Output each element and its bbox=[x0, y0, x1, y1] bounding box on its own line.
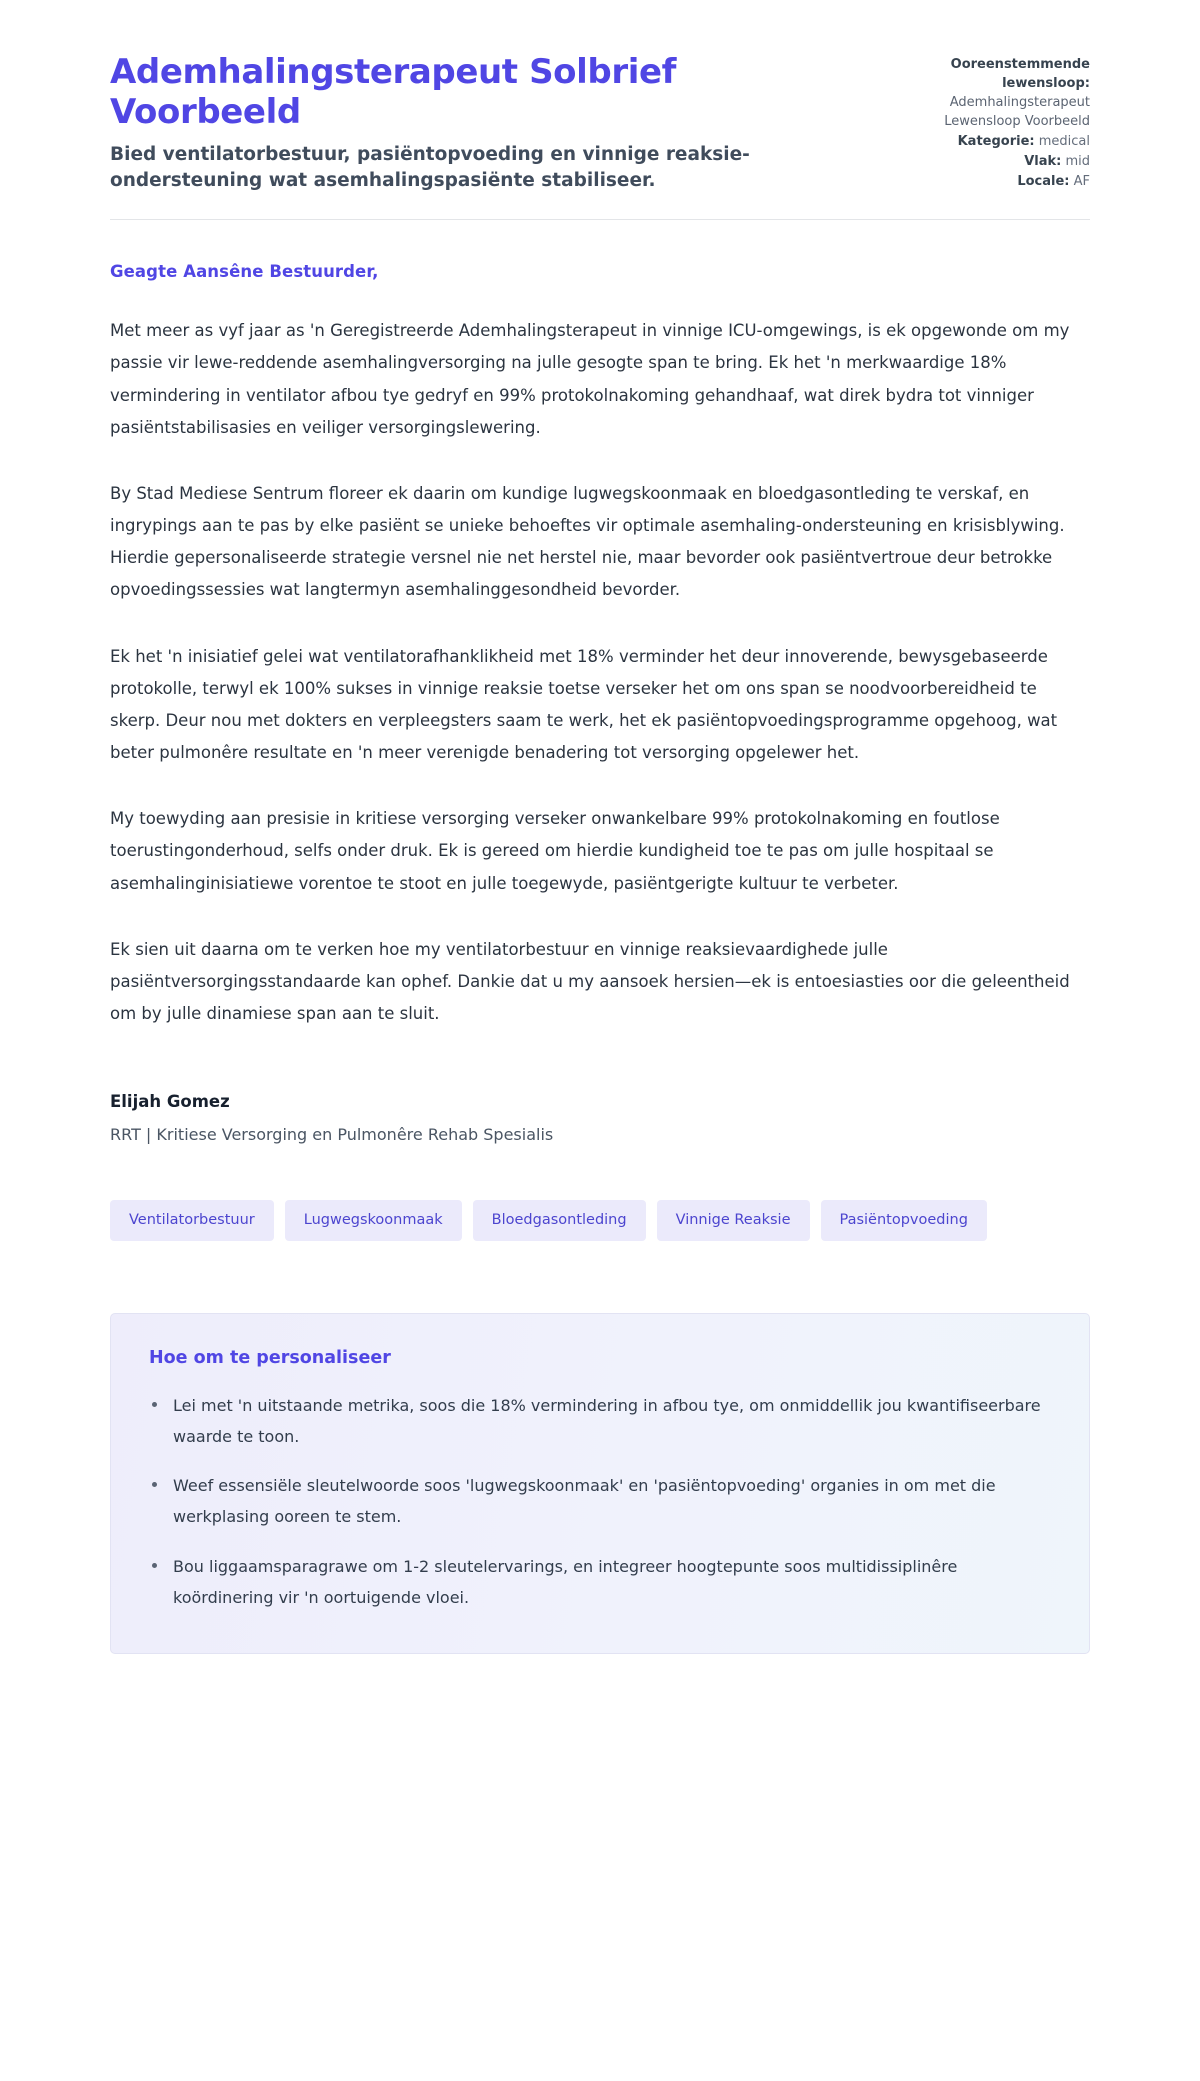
callout-tip-item bbox=[149, 1390, 1051, 1452]
letter-salutation: Geagte Aansêne Bestuurder, bbox=[110, 262, 379, 282]
letter-paragraph: Ek sien uit daarna om te verken hoe my ventilatorbestuur en vinnige reaksievaardighede julle pasiëntversorgingsstandaarde kan ophef. Dankie dat u my aansoek hersien—ek is entoesiasties oor die geleentheid om by julle dinamiese span aan te sluit. bbox=[110, 939, 1070, 1024]
metadata-matching-resume bbox=[875, 56, 1090, 131]
locale-value: AF bbox=[1073, 174, 1090, 190]
skill-tag[interactable]: Ventilatorbestuur bbox=[110, 1200, 274, 1241]
letter-paragraph: Ek het 'n inisiatief gelei wat ventilatorafhanklikheid met 18% verminder het deur innoverende, bewysgebaseerde protokolle, terwyl ek 100% sukses in vinnige reaksie toetse verseker het om ons span se noodvoorbereidheid te skerp. Deur nou met dokters en verpleegsters saam te werk, het ek pasiëntopvoedingsprogramme opgehoog, wat beter pulmonêre resultate en 'n meer verenigde benadering tot versorging opgelewer het. bbox=[110, 646, 1058, 763]
page-title: Ademhalingsterapeut Solbrief Voorbeeld bbox=[110, 52, 677, 133]
letter-paragraph: My toewyding aan presisie in kritiese versorging verseker onwankelbare 99% protokolnakoming en foutlose toerustingonderhoud, selfs onder druk. Ek is gereed om hierdie kundigheid toe te pas om julle hospitaal se asemhalinginisiatiewe vorentoe te stoot en julle toegewyde, pasiëntgerigte kultuur te verbeter. bbox=[110, 809, 1000, 893]
bullet-dot-icon bbox=[152, 1563, 157, 1568]
callout-title: Hoe om te personaliseer bbox=[149, 1347, 391, 1368]
skill-tag[interactable]: Vinnige Reaksie bbox=[657, 1200, 810, 1241]
metadata-category bbox=[875, 133, 1090, 152]
document-metadata bbox=[875, 52, 1090, 193]
callout-tip-text: Weef essensiële sleutelwoorde soos 'lugwegskoonmaak' en 'pasiëntopvoeding' organies in om met die werkplasing ooreen te stem. bbox=[173, 1476, 996, 1527]
category-value: medical bbox=[1038, 134, 1090, 150]
callout-tip-text: Lei met 'n uitstaande metrika, soos die 18% vermindering in afbou tye, om onmiddellik jou kwantifiseerbare waarde te toon. bbox=[173, 1395, 1041, 1447]
matching-resume-value: Ademhalingsterapeut Lewensloop Voorbeeld bbox=[944, 94, 1090, 129]
metadata-level bbox=[875, 153, 1090, 172]
category-label: Kategorie: bbox=[957, 134, 1035, 150]
header-divider bbox=[110, 219, 1090, 220]
header-title-block bbox=[110, 52, 770, 193]
metadata-locale bbox=[875, 173, 1090, 192]
skill-tag[interactable]: Pasiëntopvoeding bbox=[821, 1200, 987, 1241]
skill-tag[interactable]: Lugwegskoonmaak bbox=[285, 1200, 462, 1241]
level-value: mid bbox=[1065, 154, 1090, 170]
bullet-dot-icon bbox=[152, 1482, 157, 1487]
signature-role: RRT | Kritiese Versorging en Pulmonêre Rehab Spesialis bbox=[110, 1125, 554, 1145]
level-label: Vlak: bbox=[1024, 154, 1062, 170]
cover-letter-body bbox=[110, 262, 1090, 1144]
signature-name: Elijah Gomez bbox=[110, 1092, 230, 1112]
skill-tag-list bbox=[110, 1200, 1090, 1241]
letter-paragraph: Met meer as vyf jaar as 'n Geregistreerde Ademhalingsterapeut in vinnige ICU-omgewings, is ek opgewonde om my passie vir lewe-reddende asemhalingversorging na julle gesogte span te bring. Ek het 'n merkwaardige 18% vermindering in ventilator afbou tye gedryf en 99% protokolnakoming gehandhaaf, wat direk bydra tot vinniger pasiëntstabilisasies en veiliger versorgingslewering. bbox=[110, 321, 1070, 437]
skill-tag[interactable]: Bloedgasontleding bbox=[473, 1200, 646, 1241]
callout-tip-item bbox=[149, 1470, 1051, 1532]
page-subtitle: Bied ventilatorbestuur, pasiëntopvoeding en vinnige reaksie-ondersteuning wat asemhalingspasiënte stabiliseer. bbox=[110, 144, 750, 191]
callout-tip-text: Bou liggaamsparagrawe om 1-2 sleutelervarings, en integreer hoogtepunte soos multidissiplinêre koördinering vir 'n oortuigende vloei. bbox=[173, 1556, 958, 1607]
callout-tip-list bbox=[149, 1390, 1051, 1613]
document-header bbox=[110, 52, 1090, 219]
callout-tip-item bbox=[149, 1551, 1051, 1613]
matching-resume-label: Ooreenstemmende lewensloop: bbox=[950, 57, 1090, 91]
personalization-callout bbox=[110, 1313, 1090, 1654]
letter-signature bbox=[110, 1092, 1090, 1144]
letter-paragraph: By Stad Mediese Sentrum floreer ek daarin om kundige lugwegskoonmaak en bloedgasontleding te verskaf, en ingrypings aan te pas by elke pasiënt se unieke behoeftes vir optimale asemhaling-ondersteuning en krisisblywing. Hierdie gepersonaliseerde strategie versnel nie net herstel nie, maar bevorder ook pasiëntvertroue deur betrokke opvoedingssessies wat langtermyn asemhalinggesondheid bevorder. bbox=[110, 483, 1065, 600]
bullet-dot-icon bbox=[152, 1402, 157, 1407]
locale-label: Locale: bbox=[1017, 174, 1070, 190]
